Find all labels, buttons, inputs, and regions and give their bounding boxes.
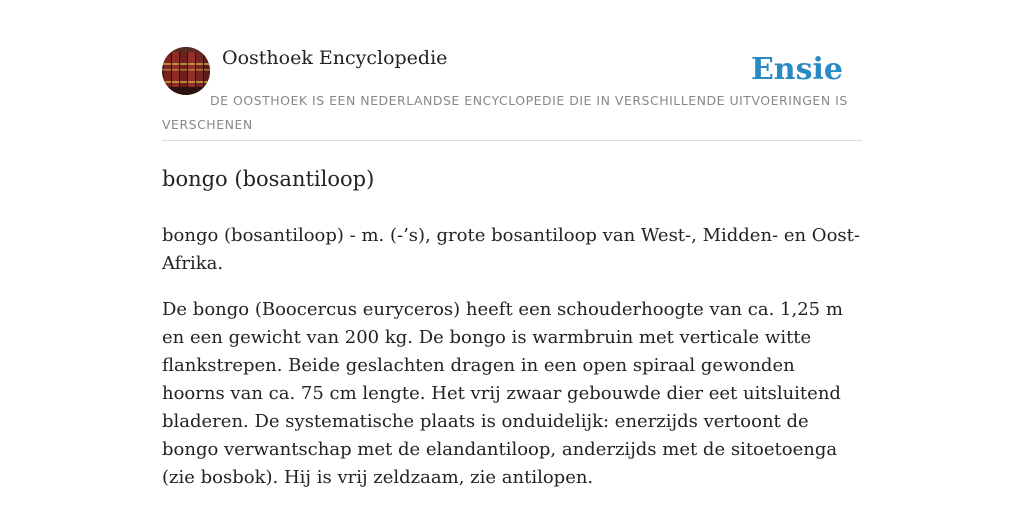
article-title: bongo (bosantiloop) — [162, 167, 375, 191]
article-definition: bongo (bosantiloop) - m. (-’s), grote bosantiloop van West-, Midden- en Oost-Afrika. — [162, 225, 860, 274]
article — [162, 160, 862, 510]
article-body: De bongo (Boocercus euryceros) heeft een schouderhoogte van ca. 1,25 m en een gewicht van 200 kg. De bongo is warmbruin met verticale witte flankstrepen. Beide geslachten dragen in een open spiraal gewonden hoorns van ca. 75 cm lengte. Het vrij zwaar gebouwde dier eet uitsluitend bladeren. De systematische plaats is onduidelijk: enerzijds vertoont de bongo verwantschap met de elandantiloop, anderzijds met de sitoetoenga (zie bosbok). Hij is vrij zeldzaam, zie antilopen. — [162, 299, 843, 488]
site-title[interactable]: Oosthoek Encyclopedie — [222, 47, 448, 69]
page — [162, 0, 862, 512]
site-tagline: DE OOSTHOEK IS EEN NEDERLANDSE ENCYCLOPEDIE DIE IN VERSCHILLENDE UITVOERINGEN IS VERSCHENEN — [162, 93, 848, 132]
book-spines-icon — [162, 47, 210, 95]
avatar[interactable] — [162, 47, 210, 95]
brand-logo[interactable]: Ensie — [750, 52, 843, 87]
site-header — [162, 0, 862, 141]
